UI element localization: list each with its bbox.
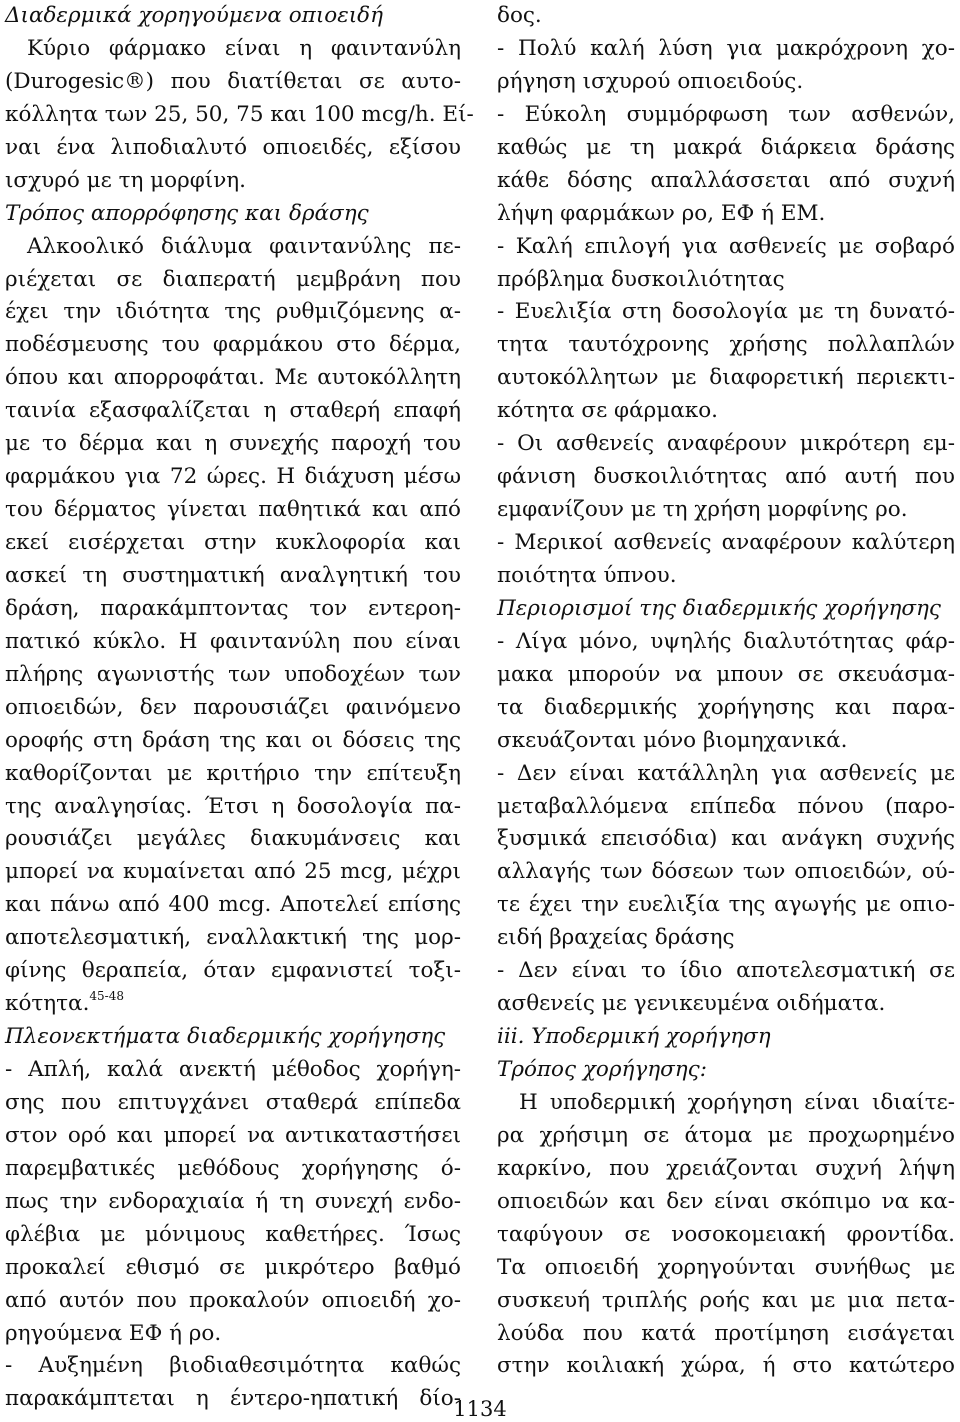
text-line-content: και πάνω από 400 mcg. Αποτελεί επίσης	[5, 892, 461, 918]
text-line	[497, 1120, 955, 1153]
text-line-content: φαρμάκου για 72 ώρες. Η διάχυση μέσω	[5, 464, 461, 490]
text-line	[497, 1252, 955, 1285]
text-line-content: από αυτόν που προκαλούν οπιοειδή χο-	[5, 1287, 461, 1313]
text-line-content: παρακάμπτεται η έντερο-ηπατική δίο-	[5, 1386, 461, 1412]
text-line	[5, 889, 461, 922]
text-line-content: Διαδερμικά χορηγούμενα οπιοειδή	[5, 3, 383, 28]
text-line-content: του δέρματος γίνεται παθητικά και από	[5, 497, 461, 523]
text-line	[5, 1120, 461, 1153]
text-line	[497, 527, 955, 560]
text-line	[497, 1186, 955, 1219]
text-line-content: - Οι ασθενείς αναφέρουν μικρότερη εμ-	[497, 431, 955, 457]
text-line-content: πατικό κύκλο. Η φαιντανύλη που είναι	[5, 628, 461, 654]
text-line	[497, 66, 955, 99]
text-line-content: Κύριο φάρμακο είναι η φαιντανύλη	[27, 35, 461, 61]
text-line-content: συσκευή τριπλής ροής και με μια πετα-	[497, 1287, 955, 1313]
text-line-content: ταινία εξασφαλίζεται η σταθερή επαφή	[5, 398, 461, 424]
text-line	[497, 922, 955, 955]
text-line-content: στην κοιλιακή χώρα, ή στο κατώτερο	[497, 1353, 955, 1379]
text-line	[5, 1054, 461, 1087]
text-line	[5, 231, 461, 264]
text-line-content: δος.	[497, 3, 542, 28]
text-line	[497, 1350, 955, 1383]
text-line	[5, 99, 474, 132]
text-line-content: - Πολύ καλή λύση για μακρόχρονη χο-	[497, 35, 955, 61]
text-line-content: Τα οπιοειδή χορηγούνται συνήθως με	[497, 1254, 955, 1280]
text-line-content: φλέβια με μόνιμους καθετήρες. Ίσως	[5, 1221, 461, 1247]
text-line	[5, 428, 461, 461]
text-line-content: Η υποδερμική χορήγηση είναι ιδιαίτε-	[519, 1089, 955, 1115]
text-line	[5, 1153, 461, 1186]
text-line	[5, 791, 461, 824]
text-line-content: κότητα σε φάρμακο.	[497, 398, 718, 424]
text-line-content: ρα χρήσιμη σε άτομα με προχωρημένο	[497, 1122, 955, 1148]
text-line	[497, 560, 955, 593]
text-line-content: πλήρης αγωνιστής των υποδοχέων των	[5, 661, 461, 687]
text-line	[5, 1252, 461, 1285]
text-line	[497, 889, 955, 922]
text-line-content: τα διαδερμικής χορήγησης και παρα-	[497, 694, 955, 720]
text-line	[497, 494, 955, 527]
text-line-content: ποδέσμευσης του φαρμάκου στο δέρμα,	[5, 332, 461, 358]
text-line	[5, 626, 461, 659]
text-line	[5, 758, 461, 791]
right-column	[497, 0, 955, 1383]
text-line-content: εκεί εισέρχεται στην κυκλοφορία και	[5, 530, 461, 555]
text-line	[5, 955, 461, 988]
text-line	[497, 33, 955, 66]
text-line	[497, 231, 955, 264]
text-line	[497, 593, 955, 626]
text-line	[5, 296, 461, 329]
text-line-content: - Δεν είναι το ίδιο αποτελεσματική σε	[497, 958, 955, 984]
text-line	[5, 329, 461, 362]
text-line	[5, 1285, 461, 1318]
text-line	[497, 988, 955, 1021]
text-line-content: ειδή βραχείας δράσης	[497, 925, 735, 951]
text-line-content: λήψη φαρμάκων ρο, ΕΦ ή ΕΜ.	[497, 200, 826, 226]
text-line-content: οπιοειδών και δεν είναι σκόπιμο να κα-	[497, 1188, 955, 1214]
text-line-content: αυτοκόλλητων με διαφορετική περιεκτι-	[497, 365, 955, 391]
text-line-content: (Durogesic®) που διατίθεται σε αυτο-	[5, 68, 461, 94]
text-line	[497, 132, 955, 165]
text-line-content: αλλαγής των δόσεων των οπιοειδών, ού-	[497, 859, 955, 885]
text-line-content: Τρόπος χορήγησης:	[497, 1057, 707, 1082]
text-line-content: - Δεν είναι κατάλληλη για ασθενείς με	[497, 760, 955, 786]
text-line-content: ρουσιάζει μεγάλες διακυμάνσεις και	[5, 826, 461, 852]
text-line-content: φάνιση δυσκοιλιότητας από αυτή που	[497, 464, 955, 490]
text-line	[5, 362, 461, 395]
text-line-content: - Μερικοί ασθενείς αναφέρουν καλύτερη	[497, 530, 955, 555]
text-line-content: καθορίζονται με κριτήριο την επίτευξη	[5, 760, 461, 786]
text-line-content: ξυσμικά επεισόδια) και ανάγκη συχνής	[497, 826, 955, 852]
text-line-content: της αναλγησίας. Έτσι η δοσολογία πα-	[5, 793, 461, 819]
text-line	[5, 593, 461, 626]
text-line-content: κάθε δόσης απαλλάσσεται από συχνή	[497, 167, 955, 193]
text-line	[497, 395, 955, 428]
text-line-content: όπου και απορροφάται. Με αυτοκόλλητη	[5, 365, 461, 391]
text-line	[5, 494, 461, 527]
text-line	[5, 1318, 461, 1351]
text-line	[5, 1021, 461, 1054]
text-line	[5, 1087, 461, 1120]
text-line	[497, 1054, 955, 1087]
text-line-content: προκαλεί εθισμό σε μικρότερο βαθμό	[5, 1254, 461, 1280]
text-line	[5, 461, 461, 494]
text-line-content: αποτελεσματική, εναλλακτική της μορ-	[5, 925, 461, 951]
text-line-content: οπιοειδών, δεν παρουσιάζει φαινόμενο	[5, 694, 461, 720]
text-line	[497, 856, 955, 889]
text-line	[5, 527, 461, 560]
text-line-content: - Λίγα μόνο, υψηλής διαλυτότητας φάρ-	[497, 628, 955, 654]
text-line-content: Περιορισμοί της διαδερμικής χορήγησης	[497, 595, 941, 621]
text-line-content: λούδα που κατά προτίμηση εισάγεται	[497, 1320, 955, 1346]
text-line	[497, 955, 955, 988]
text-line-content: μεταβαλλόμενα επίπεδα πόνου (παρο-	[497, 793, 955, 819]
text-line-content: φίνης θεραπεία, όταν εμφανιστεί τοξι-	[5, 958, 461, 984]
text-line	[497, 428, 955, 461]
text-line-content: iii. Υποδερμική χορήγηση	[497, 1024, 771, 1050]
text-line-content: ισχυρό με τη μορφίνη.	[5, 167, 247, 193]
text-line-content: τε έχει την ευελιξία της αγωγής με οπιο-	[497, 892, 955, 918]
text-line	[497, 791, 955, 824]
text-line-content: - Ευελιξία στη δοσολογία με τη δυνατό-	[497, 299, 955, 325]
text-line	[497, 329, 955, 362]
text-line	[5, 725, 461, 758]
text-line-content: ριέχεται σε διαπερατή μεμβράνη που	[5, 266, 461, 292]
text-line-content: πρόβλημα δυσκοιλιότητας	[497, 266, 785, 292]
text-line-content: μπορεί να κυμαίνεται από 25 mcg, μέχρι	[5, 859, 461, 885]
text-line-content: τητα ταυτόχρονης χρήσης πολλαπλών	[497, 332, 955, 358]
text-line-content: στον ορό και μπορεί να αντικαταστήσει	[5, 1122, 461, 1148]
text-line	[5, 395, 461, 428]
text-line	[5, 823, 461, 856]
text-line-content: ταφύγουν σε νοσοκομειακή φροντίδα.	[497, 1221, 955, 1247]
text-line-content: καθώς με τη μακρά διάρκεια δράσης	[497, 134, 955, 160]
text-line-content: οροφής στη δράση της και οι δόσεις της	[5, 727, 461, 753]
left-column	[5, 0, 474, 1416]
text-line	[497, 823, 955, 856]
text-line	[5, 165, 461, 198]
text-line-content: έχει την ιδιότητα της ρυθμιζόμενης α-	[5, 299, 461, 325]
text-line-content: ρηγούμενα ΕΦ ή ρο.	[5, 1320, 222, 1346]
text-line	[5, 988, 461, 1021]
text-line	[497, 461, 955, 494]
text-line-content: δράση, παρακάμπτοντας τον εντεροη-	[5, 595, 461, 621]
text-line	[497, 99, 955, 132]
text-line	[5, 659, 461, 692]
text-line	[497, 692, 955, 725]
text-line-content: Πλεονεκτήματα διαδερμικής χορήγησης	[5, 1024, 446, 1050]
text-line	[5, 922, 461, 955]
text-line	[497, 165, 955, 198]
citation-superscript: 45-48	[89, 989, 124, 1004]
text-line	[497, 758, 955, 791]
text-line	[5, 856, 461, 889]
text-line-content: - Αυξημένη βιοδιαθεσιμότητα καθώς	[5, 1353, 461, 1379]
text-line-content: μακα μπορούν να μπουν σε σκευάσμα-	[497, 661, 955, 687]
text-line	[497, 1153, 955, 1186]
text-line-content: σης που επιτυγχάνει σταθερά επίπεδα	[5, 1089, 461, 1115]
text-line-content: παρεμβατικές μεθόδους χορήγησης ό-	[5, 1155, 461, 1181]
text-line	[497, 362, 955, 395]
text-line	[5, 692, 461, 725]
text-line-content: Τρόπος απορρόφησης και δράσης	[5, 200, 369, 226]
text-line	[497, 296, 955, 329]
text-line	[497, 1087, 955, 1120]
text-line-content: - Απλή, καλά ανεκτή μέθοδος χορήγη-	[5, 1057, 461, 1082]
text-line-content: κόλλητα των 25, 50, 75 και 100 mcg/h. Εί-	[5, 101, 474, 127]
text-line	[5, 1186, 461, 1219]
text-line-content: ποιότητα ύπνου.	[497, 562, 677, 588]
text-line	[5, 33, 461, 66]
text-line	[497, 0, 955, 33]
page-number: 1134	[453, 1397, 507, 1421]
text-line-content: ασκεί τη συστηματική αναλγητική του	[5, 562, 461, 588]
text-line	[5, 1350, 461, 1383]
text-line-content: ρήγηση ισχυρού οπιοειδούς.	[497, 68, 804, 94]
text-line-content: - Εύκολη συμμόρφωση των ασθενών,	[497, 101, 955, 127]
text-line-content: πως την ενδοραχιαία ή τη συνεχή ενδο-	[5, 1188, 461, 1214]
text-line	[497, 659, 955, 692]
text-line-content: καρκίνο, που χρειάζονται συχνή λήψη	[497, 1155, 955, 1181]
text-line	[497, 1021, 955, 1054]
text-line-content: Αλκοολικό διάλυμα φαιντανύλης πε-	[27, 233, 461, 259]
text-line-content: ασθενείς με γενικευμένα οιδήματα.	[497, 991, 886, 1017]
text-line-content: ναι ένα λιποδιαλυτό οπιοειδές, εξίσου	[5, 134, 461, 160]
text-line	[5, 66, 461, 99]
text-line-content: εμφανίζουν με τη χρήση μορφίνης ρο.	[497, 497, 908, 523]
text-line	[497, 1285, 955, 1318]
text-line	[497, 626, 955, 659]
text-line	[5, 198, 461, 231]
text-line	[497, 1219, 955, 1252]
text-line	[5, 264, 461, 297]
text-line	[5, 132, 461, 165]
text-line-content: - Καλή επιλογή για ασθενείς με σοβαρό	[497, 233, 955, 259]
text-line	[5, 0, 461, 33]
text-line	[5, 560, 461, 593]
text-line-content: σκευάζονται μόνο βιομηχανικά.	[497, 727, 848, 753]
text-line	[497, 725, 955, 758]
text-line	[497, 1318, 955, 1351]
text-line	[497, 264, 955, 297]
text-line	[5, 1219, 461, 1252]
text-line-content: κότητα.	[5, 991, 90, 1017]
text-line	[497, 198, 955, 231]
text-line-content: με το δέρμα και η συνεχής παροχή του	[5, 431, 461, 457]
